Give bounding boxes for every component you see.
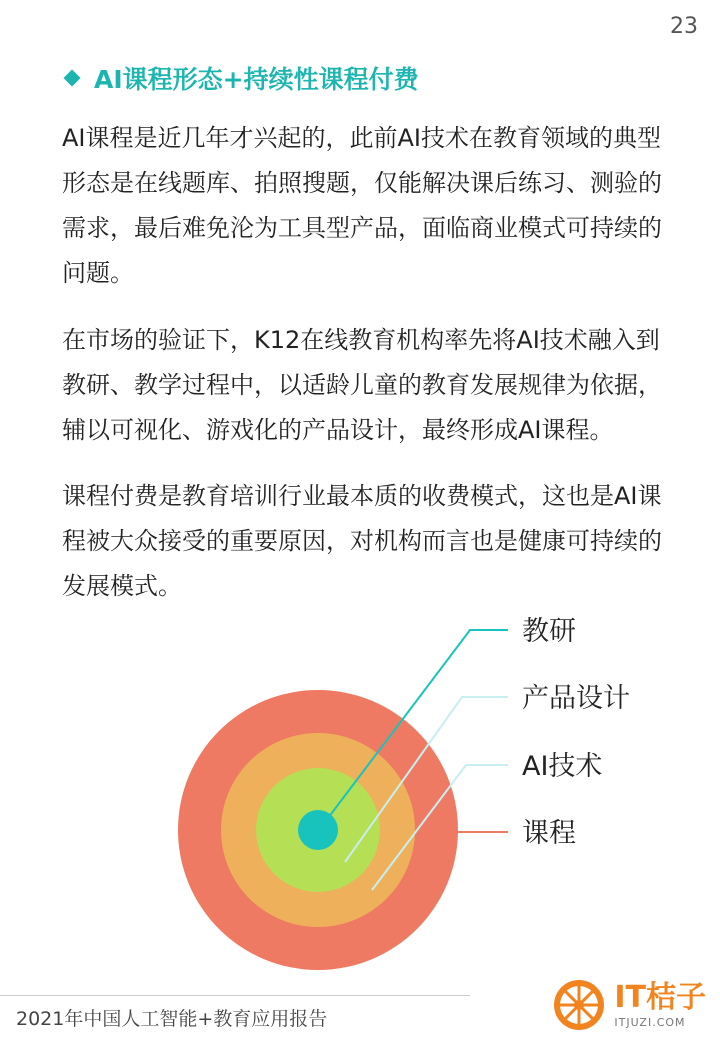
footer-divider — [0, 995, 470, 996]
footer-report-title: 2021年中国人工智能+教育应用报告 — [16, 1008, 328, 1030]
itjuzi-logo — [552, 978, 706, 1032]
label-product-design: 产品设计 — [522, 683, 630, 714]
label-research: 教研 — [522, 616, 576, 647]
paragraph-3: 课程付费是教育培训行业最本质的收费模式，这也是AI课程被大众接受的重要原因，对机构而言也是健康可持续的发展模式。 — [62, 482, 662, 600]
section-heading — [62, 60, 419, 96]
circle-research — [298, 810, 338, 850]
section-heading-text: AI课程形态+持续性课程付费 — [94, 65, 419, 94]
diamond-bullet-icon — [64, 70, 81, 87]
label-course: 课程 — [522, 818, 576, 849]
orange-slice-icon — [552, 978, 606, 1032]
concentric-circles-diagram — [0, 600, 720, 990]
label-ai-tech: AI技术 — [522, 751, 603, 782]
logo-url: ITJUZI.COM — [614, 1015, 686, 1029]
paragraph-1: AI课程是近几年才兴起的，此前AI技术在教育领域的典型形态是在线题库、拍照搜题，仅能解决课后练习、测验的需求，最后难免沦为工具型产品，面临商业模式可持续的问题。 — [62, 124, 662, 287]
paragraph-2: 在市场的验证下，K12在线教育机构率先将AI技术融入到教研、教学过程中，以适龄儿童的教育发展规律为依据，辅以可视化、游戏化的产品设计，最终形成AI课程。 — [62, 326, 662, 444]
page-number: 23 — [670, 14, 698, 39]
logo-name: IT桔子 — [614, 979, 706, 1015]
